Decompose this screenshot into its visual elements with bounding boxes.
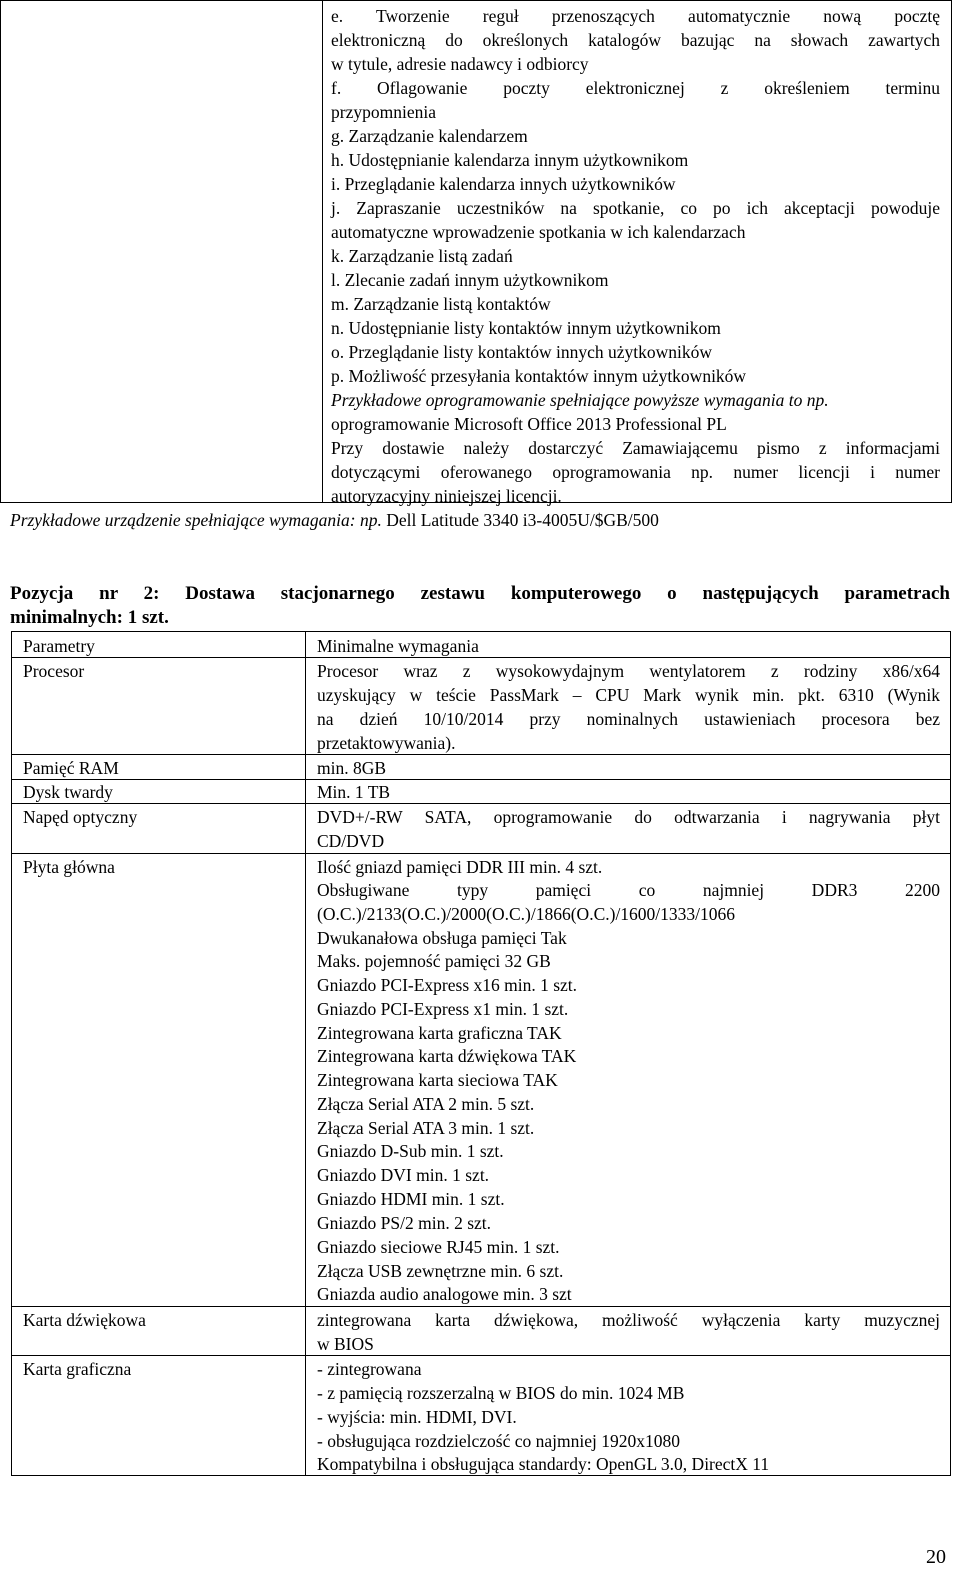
req-line: uzyskujący w teście PassMark – CPU Mark wynik min. pkt. 6310 (Wynik bbox=[317, 685, 940, 705]
text-line: p. Możliwość przesyłania kontaktów innym użytkowników bbox=[331, 366, 747, 386]
text-line: f. Oflagowanie poczty elektronicznej z określeniem terminu bbox=[331, 78, 940, 98]
row-separator bbox=[11, 754, 951, 755]
param-optical-drive: Napęd optyczny bbox=[23, 807, 138, 827]
req-line: DVD+/-RW SATA, oprogramowanie do odtwarzania i nagrywania płyt bbox=[317, 807, 940, 827]
req-line: - z pamięcią rozszerzalną w BIOS do min. 1024 MB bbox=[317, 1383, 685, 1403]
row-separator bbox=[11, 803, 951, 804]
section-heading-cont: minimalnych: 1 szt. bbox=[10, 607, 169, 628]
row-separator bbox=[11, 779, 951, 780]
text-line: dotyczącymi oferowanego oprogramowania np. numer licencji i numer bbox=[331, 462, 940, 482]
req-line: Dwukanałowa obsługa pamięci Tak bbox=[317, 928, 567, 948]
text-line: m. Zarządzanie listą kontaktów bbox=[331, 294, 551, 314]
example-device-line bbox=[10, 508, 659, 532]
req-line: Zintegrowana karta sieciowa TAK bbox=[317, 1070, 558, 1090]
text-line: Przy dostawie należy dostarczyć Zamawiającemu pismo z informacjami bbox=[331, 438, 940, 458]
req-line: zintegrowana karta dźwiękowa, możliwość wyłączenia karty muzycznej bbox=[317, 1310, 940, 1330]
example-software-name: oprogramowanie Microsoft Office 2013 Professional PL bbox=[331, 414, 727, 434]
param-cpu: Procesor bbox=[23, 661, 85, 681]
table-header-requirements: Minimalne wymagania bbox=[317, 636, 479, 656]
req-line: Gniazdo D-Sub min. 1 szt. bbox=[317, 1141, 504, 1161]
req-line: w BIOS bbox=[317, 1334, 374, 1354]
page-number: 20 bbox=[926, 1546, 946, 1568]
req-line: (O.C.)/2133(O.C.)/2000(O.C.)/1866(O.C.)/1600/1333/1066 bbox=[317, 904, 736, 924]
req-line: min. 8GB bbox=[317, 758, 387, 778]
req-line: Gniazdo PCI-Express x16 min. 1 szt. bbox=[317, 975, 578, 995]
req-line: - zintegrowana bbox=[317, 1359, 422, 1379]
row-separator bbox=[11, 657, 951, 658]
req-line: Złącza Serial ATA 2 min. 5 szt. bbox=[317, 1094, 535, 1114]
req-line: - wyjścia: min. HDMI, DVI. bbox=[317, 1407, 517, 1427]
text-line: elektroniczną do określonych katalogów bazując na słowach zawartych bbox=[331, 30, 940, 50]
req-line: - obsługująca rozdzielczość co najmniej 1920x1080 bbox=[317, 1431, 681, 1451]
req-line: CD/DVD bbox=[317, 831, 385, 851]
text-line: n. Udostępnianie listy kontaktów innym użytkownikom bbox=[331, 318, 721, 338]
text-line: i. Przeglądanie kalendarza innych użytkowników bbox=[331, 174, 676, 194]
row-separator bbox=[11, 1355, 951, 1356]
text-line: g. Zarządzanie kalendarzem bbox=[331, 126, 528, 146]
req-line: Gniazda audio analogowe min. 3 szt bbox=[317, 1284, 572, 1304]
text-line: k. Zarządzanie listą zadań bbox=[331, 246, 513, 266]
text-line: automatyczne wprowadzenie spotkania w ich kalendarzach bbox=[331, 222, 746, 242]
top-table-right-border bbox=[951, 0, 952, 502]
row-separator bbox=[11, 853, 951, 854]
param-disk: Dysk twardy bbox=[23, 782, 113, 802]
req-line: na dzień 10/10/2014 przy nominalnych ustawieniach procesora bez bbox=[317, 709, 940, 729]
text-line: l. Zlecanie zadań innym użytkownikom bbox=[331, 270, 609, 290]
req-line: Maks. pojemność pamięci 32 GB bbox=[317, 951, 551, 971]
example-device-label: Przykładowe urządzenie spełniające wymagania: np. bbox=[10, 510, 382, 530]
text-line: w tytule, adresie nadawcy i odbiorcy bbox=[331, 54, 589, 74]
param-graphics-card: Karta graficzna bbox=[23, 1359, 132, 1379]
text-line: e. Tworzenie reguł przenoszących automatycznie nową pocztę bbox=[331, 6, 940, 26]
table-border bbox=[11, 631, 951, 632]
req-line: Kompatybilna i obsługująca standardy: OpenGL 3.0, DirectX 11 bbox=[317, 1454, 770, 1474]
req-line: Złącza Serial ATA 3 min. 1 szt. bbox=[317, 1118, 535, 1138]
param-sound-card: Karta dźwiękowa bbox=[23, 1310, 146, 1330]
req-line: Złącza USB zewnętrzne min. 6 szt. bbox=[317, 1261, 564, 1281]
table-border bbox=[950, 631, 951, 1476]
table-border bbox=[11, 631, 12, 1476]
example-device-value: Dell Latitude 3340 i3-4005U/$GB/500 bbox=[381, 510, 659, 530]
text-line: h. Udostępnianie kalendarza innym użytkownikom bbox=[331, 150, 689, 170]
req-line: Gniazdo DVI min. 1 szt. bbox=[317, 1165, 490, 1185]
req-line: Obsługiwane typy pamięci co najmniej DDR3 2200 bbox=[317, 880, 940, 900]
top-table-top-border bbox=[0, 0, 952, 1]
req-line: Zintegrowana karta graficzna TAK bbox=[317, 1023, 562, 1043]
req-line: Gniazdo HDMI min. 1 szt. bbox=[317, 1189, 505, 1209]
text-line: przypomnienia bbox=[331, 102, 436, 122]
text-line: j. Zapraszanie uczestników na spotkanie, co po ich akceptacji powoduje bbox=[331, 198, 940, 218]
table-divider bbox=[305, 631, 306, 1476]
req-line: Gniazdo PS/2 min. 2 szt. bbox=[317, 1213, 492, 1233]
req-line: Procesor wraz z wysokowydajnym wentylatorem z rodziny x86/x64 bbox=[317, 661, 940, 681]
req-line: Gniazdo sieciowe RJ45 min. 1 szt. bbox=[317, 1237, 560, 1257]
section-heading: Pozycja nr 2: Dostawa stacjonarnego zestawu komputerowego o następujących parametrach bbox=[10, 583, 950, 604]
req-line: Zintegrowana karta dźwiękowa TAK bbox=[317, 1046, 577, 1066]
req-line: Gniazdo PCI-Express x1 min. 1 szt. bbox=[317, 999, 569, 1019]
top-table-divider bbox=[322, 0, 323, 502]
text-line: o. Przeglądanie listy kontaktów innych użytkowników bbox=[331, 342, 713, 362]
req-line: Ilość gniazd pamięci DDR III min. 4 szt. bbox=[317, 857, 603, 877]
table-header-parameters: Parametry bbox=[23, 636, 95, 656]
param-ram: Pamięć RAM bbox=[23, 758, 119, 778]
param-motherboard: Płyta główna bbox=[23, 857, 115, 877]
req-line: Min. 1 TB bbox=[317, 782, 391, 802]
top-table-left-border bbox=[0, 0, 1, 502]
example-software-label: Przykładowe oprogramowanie spełniające powyższe wymagania to np. bbox=[331, 390, 829, 410]
req-line: przetaktowywania). bbox=[317, 733, 456, 753]
text-line: autoryzacyjny niniejszej licencji. bbox=[331, 486, 562, 506]
row-separator bbox=[11, 1306, 951, 1307]
